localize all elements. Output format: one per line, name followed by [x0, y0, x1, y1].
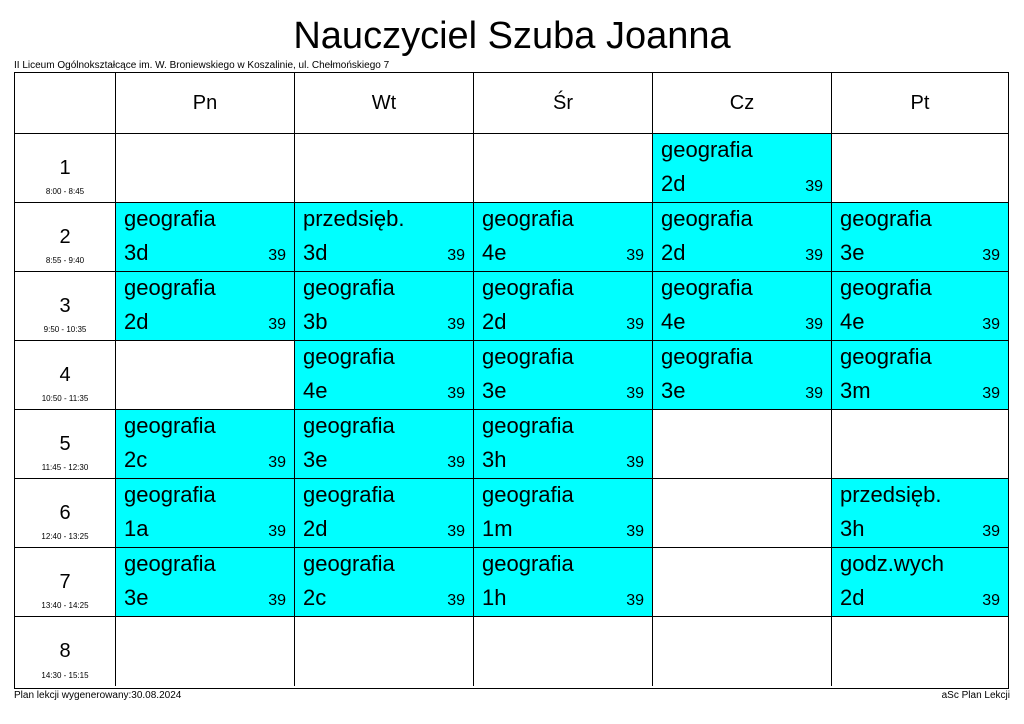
- lesson-subject: geografia: [303, 482, 395, 507]
- lesson-cell: [474, 548, 653, 617]
- lesson-class: 3m: [840, 378, 871, 403]
- lesson-cell: [116, 203, 295, 272]
- lesson-room: 39: [268, 454, 286, 471]
- lesson-class: 2d: [124, 309, 149, 334]
- timetable-grid: [14, 72, 1009, 689]
- generated-date: Plan lekcji wygenerowany:30.08.2024: [14, 690, 182, 701]
- lesson-class: 2d: [840, 585, 865, 610]
- period-time: 12:40 - 13:25: [41, 532, 89, 541]
- lesson-class: 4e: [482, 240, 507, 265]
- lesson-cell: [116, 272, 295, 341]
- lesson-cell: [116, 548, 295, 617]
- lesson-class: 4e: [840, 309, 865, 334]
- lesson-class: 1h: [482, 585, 507, 610]
- lesson-room: 39: [805, 178, 823, 195]
- lesson-subject: przedsięb.: [303, 206, 405, 231]
- day-header: Pt: [832, 73, 1008, 134]
- lesson-cell: [116, 479, 295, 548]
- lesson-room: 39: [626, 385, 644, 402]
- empty-cell: [474, 617, 653, 686]
- period-cell: [15, 341, 116, 410]
- empty-cell: [116, 341, 295, 410]
- period-number: 5: [59, 433, 71, 455]
- period-cell: [15, 134, 116, 203]
- lesson-room: 39: [447, 592, 465, 609]
- period-cell: [15, 203, 116, 272]
- lesson-room: 39: [982, 523, 1000, 540]
- lesson-room: 39: [626, 592, 644, 609]
- lesson-subject: geografia: [482, 275, 574, 300]
- lesson-subject: geografia: [124, 482, 216, 507]
- lesson-class: 3e: [661, 378, 686, 403]
- lesson-cell: [653, 134, 832, 203]
- lesson-subject: przedsięb.: [840, 482, 942, 507]
- lesson-room: 39: [447, 454, 465, 471]
- lesson-cell: [474, 272, 653, 341]
- lesson-class: 3d: [303, 240, 328, 265]
- lesson-class: 2c: [124, 447, 148, 472]
- lesson-subject: geografia: [303, 275, 395, 300]
- lesson-cell: [295, 341, 474, 410]
- lesson-room: 39: [626, 454, 644, 471]
- empty-cell: [653, 548, 832, 617]
- period-number: 7: [59, 571, 71, 593]
- lesson-class: 1a: [124, 516, 149, 541]
- period-cell: [15, 548, 116, 617]
- period-cell: [15, 272, 116, 341]
- lesson-class: 4e: [303, 378, 328, 403]
- lesson-room: 39: [982, 316, 1000, 333]
- period-number: 6: [59, 502, 71, 524]
- period-time: 10:50 - 11:35: [41, 394, 89, 403]
- lesson-room: 39: [268, 523, 286, 540]
- lesson-class: 3e: [840, 240, 865, 265]
- period-number: 3: [59, 295, 71, 317]
- lesson-class: 3e: [303, 447, 328, 472]
- period-time: 8:55 - 9:40: [45, 256, 85, 265]
- empty-cell: [832, 134, 1008, 203]
- lesson-cell: [653, 341, 832, 410]
- period-number: 2: [59, 226, 71, 248]
- empty-cell: [295, 134, 474, 203]
- lesson-room: 39: [805, 247, 823, 264]
- lesson-room: 39: [447, 247, 465, 264]
- lesson-cell: [116, 410, 295, 479]
- lesson-cell: [832, 479, 1008, 548]
- lesson-subject: geografia: [303, 551, 395, 576]
- lesson-subject: geografia: [840, 344, 932, 369]
- lesson-cell: [832, 548, 1008, 617]
- lesson-subject: geografia: [482, 206, 574, 231]
- lesson-cell: [653, 272, 832, 341]
- lesson-subject: geografia: [303, 344, 395, 369]
- lesson-room: 39: [626, 523, 644, 540]
- lesson-subject: geografia: [840, 275, 932, 300]
- lesson-cell: [832, 272, 1008, 341]
- lesson-subject: geografia: [661, 344, 753, 369]
- lesson-class: 4e: [661, 309, 686, 334]
- lesson-subject: geografia: [661, 275, 753, 300]
- lesson-subject: geografia: [482, 482, 574, 507]
- lesson-class: 2d: [661, 171, 686, 196]
- empty-cell: [116, 617, 295, 686]
- period-cell: [15, 410, 116, 479]
- empty-cell: [653, 479, 832, 548]
- lesson-class: 3b: [303, 309, 328, 334]
- lesson-class: 3h: [482, 447, 507, 472]
- day-header: Pn: [116, 73, 295, 134]
- lesson-room: 39: [982, 385, 1000, 402]
- period-cell: [15, 479, 116, 548]
- lesson-cell: [474, 203, 653, 272]
- lesson-cell: [653, 203, 832, 272]
- lesson-subject: geografia: [303, 413, 395, 438]
- period-time: 11:45 - 12:30: [41, 463, 89, 472]
- lesson-subject: geografia: [482, 344, 574, 369]
- lesson-class: 3e: [482, 378, 507, 403]
- lesson-room: 39: [626, 316, 644, 333]
- lesson-class: 2d: [303, 516, 328, 541]
- period-number: 1: [59, 157, 71, 179]
- lesson-subject: geografia: [124, 551, 216, 576]
- lesson-subject: godz.wych: [840, 551, 944, 576]
- lesson-room: 39: [268, 316, 286, 333]
- page-title: Nauczyciel Szuba Joanna: [293, 15, 731, 57]
- lesson-cell: [474, 410, 653, 479]
- period-time: 14:30 - 15:15: [41, 671, 89, 680]
- school-name: II Liceum Ogólnokształcące im. W. Broniewskiego w Koszalinie, ul. Chełmońskiego 7: [14, 60, 390, 71]
- period-time: 9:50 - 10:35: [43, 325, 87, 334]
- lesson-cell: [832, 341, 1008, 410]
- empty-cell: [832, 410, 1008, 479]
- lesson-subject: geografia: [124, 275, 216, 300]
- lesson-cell: [295, 272, 474, 341]
- lesson-room: 39: [447, 316, 465, 333]
- lesson-cell: [474, 341, 653, 410]
- lesson-room: 39: [805, 385, 823, 402]
- lesson-cell: [832, 203, 1008, 272]
- lesson-class: 3e: [124, 585, 149, 610]
- lesson-cell: [295, 548, 474, 617]
- lesson-subject: geografia: [661, 137, 753, 162]
- period-number: 8: [59, 640, 71, 662]
- day-header: Wt: [295, 73, 474, 134]
- lesson-class: 3d: [124, 240, 149, 265]
- lesson-room: 39: [447, 385, 465, 402]
- empty-cell: [474, 134, 653, 203]
- lesson-room: 39: [982, 247, 1000, 264]
- lesson-class: 2d: [482, 309, 507, 334]
- lesson-class: 2c: [303, 585, 327, 610]
- lesson-class: 2d: [661, 240, 686, 265]
- empty-cell: [832, 617, 1008, 686]
- lesson-cell: [295, 410, 474, 479]
- lesson-subject: geografia: [124, 206, 216, 231]
- period-number: 4: [59, 364, 71, 386]
- lesson-room: 39: [982, 592, 1000, 609]
- lesson-room: 39: [805, 316, 823, 333]
- lesson-room: 39: [626, 247, 644, 264]
- period-time: 8:00 - 8:45: [45, 187, 85, 196]
- day-header: Śr: [474, 73, 653, 134]
- lesson-room: 39: [268, 247, 286, 264]
- lesson-class: 3h: [840, 516, 865, 541]
- period-cell: [15, 617, 116, 686]
- lesson-cell: [295, 479, 474, 548]
- lesson-subject: geografia: [482, 551, 574, 576]
- lesson-subject: geografia: [661, 206, 753, 231]
- lesson-subject: geografia: [840, 206, 932, 231]
- lesson-cell: [295, 203, 474, 272]
- lesson-cell: [474, 479, 653, 548]
- empty-cell: [116, 134, 295, 203]
- lesson-subject: geografia: [482, 413, 574, 438]
- lesson-class: 1m: [482, 516, 513, 541]
- period-time: 13:40 - 14:25: [41, 601, 89, 610]
- app-name: aSc Plan Lekcji: [941, 690, 1010, 701]
- empty-cell: [653, 617, 832, 686]
- empty-cell: [653, 410, 832, 479]
- empty-cell: [295, 617, 474, 686]
- lesson-subject: geografia: [124, 413, 216, 438]
- lesson-room: 39: [447, 523, 465, 540]
- corner-cell: [15, 73, 116, 134]
- day-header: Cz: [653, 73, 832, 134]
- lesson-room: 39: [268, 592, 286, 609]
